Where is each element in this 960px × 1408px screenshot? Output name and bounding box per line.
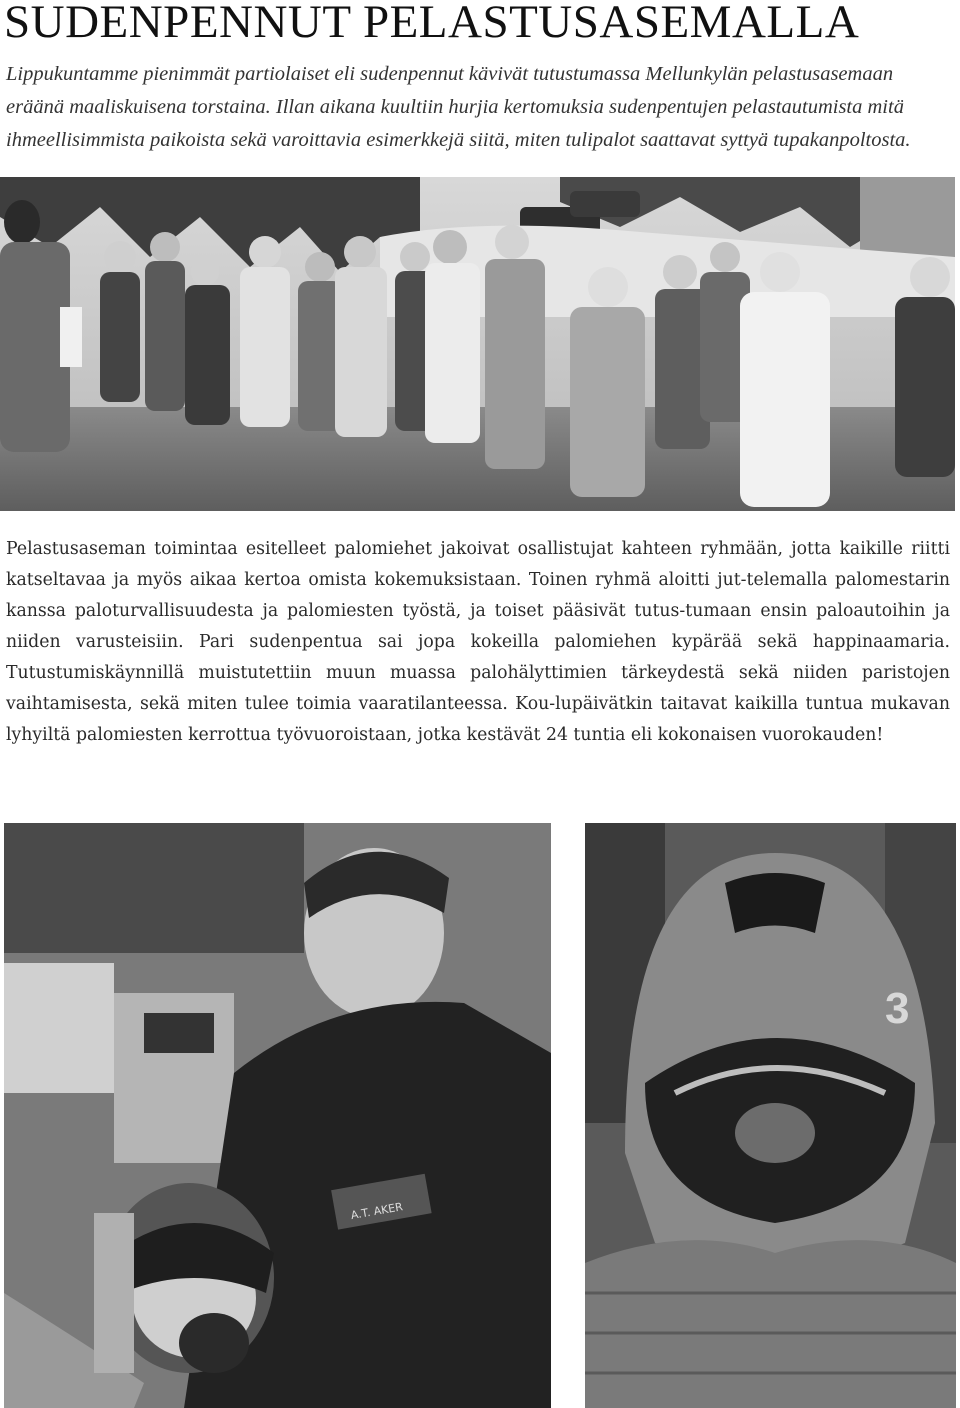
- name-badge: A.T. AKER: [349, 1200, 404, 1223]
- page-title: SUDENPENNUT PELASTUSASEMALLA: [4, 0, 860, 48]
- helmet-photo-image: [585, 823, 956, 1408]
- article-body: Pelastusaseman toimintaa esitelleet palomiehet jakoivat osallistujat kahteen ryhmään, jotta kaikille riitti katseltavaa ja myös aikaa kertoa omista kokemuksistaan. Toinen ryhmä aloitti jut-telemalla palomestarin kanssa paloturvallisuudesta ja palomiesten työstä, ja toiset pääsivät tutus-tumaan ensin paloautoihin ja niiden varusteisiin. Pari sudenpentua sai jopa kokeilla palomiehen kypärää sekä happinaamaria. Tutustumiskäynnillä muistutettiin muun muassa palohälyttimien tärkeydestä sekä niiden paristojen vaihtamisesta, sekä miten tulee toimia vaaratilanteessa. Kou-lupäivätkin taitavat kaikilla tuntua mukavan lyhyiltä palomiesten kerrottua työvuoroistaan, jotka kestävät 24 tuntia eli kokonaisen vuorokauden!: [6, 539, 950, 745]
- group-photo: [0, 177, 955, 511]
- firefighter-photo: [4, 823, 551, 1408]
- firefighter-photo-image: [4, 823, 551, 1408]
- group-photo-image: [0, 177, 955, 511]
- helmet-photo: [585, 823, 956, 1408]
- lead-paragraph: Lippukuntamme pienimmät partiolaiset eli sudenpennut kävivät tutustumassa Mellunkylän pelastusasemaan eräänä maaliskuisena torstaina. Illan aikana kuultiin hurjia kertomuksia sudenpentujen pelastautumista mitä ihmeellisimmista paikoista sekä varoittavia esimerkkejä siitä, miten tulipalot saattavat syttyä tupakanpoltosta.: [6, 63, 911, 151]
- helmet-number: 3: [885, 984, 910, 1033]
